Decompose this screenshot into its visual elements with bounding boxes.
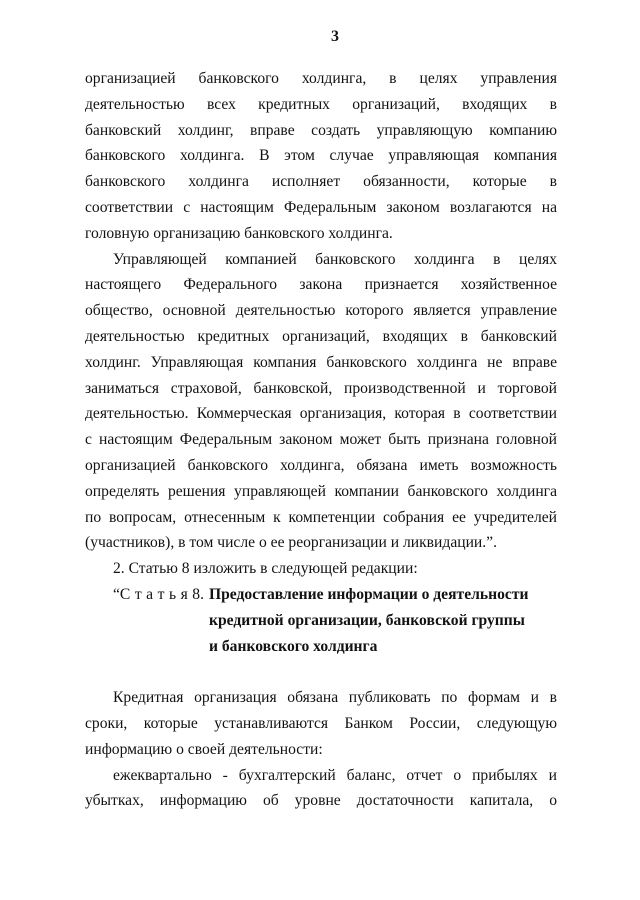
blank-line [85, 659, 557, 685]
article-label: “С т а т ь я 8. [113, 585, 204, 603]
paragraph-2-line-1: Управляющей компанией банковского холдинга в целях [113, 250, 557, 268]
article-heading-line-1 [85, 582, 557, 608]
paragraph-1-line-6: соответствии с настоящим Федеральным законом возлагаются на [85, 198, 557, 216]
article-paragraph-1 [85, 685, 557, 762]
article-heading [85, 582, 557, 659]
paragraph-2-line-4: деятельностью кредитных организаций, входящих в банковский [85, 327, 557, 345]
paragraph-2-line-6: заниматься страховой, банковской, производственной и торговой [85, 379, 557, 397]
article-paragraph-2 [85, 763, 557, 815]
paragraph-1-line-2: деятельностью всех кредитных организаций, входящих в [85, 95, 557, 113]
paragraph-2-line-9: организацией банковского холдинга, обязана иметь возможность [85, 456, 557, 474]
paragraph-2-line-5: холдинг. Управляющая компания банковского холдинга не вправе [85, 353, 557, 371]
paragraph-3 [85, 556, 557, 582]
paragraph-2-line-3: общество, основной деятельностью которого является управление [85, 302, 557, 320]
article-paragraph-2-line-1: ежеквартально - бухгалтерский баланс, отчет о прибылях и [113, 766, 557, 784]
paragraph-2-line-2: настоящего Федерального закона признается хозяйственное [85, 276, 557, 294]
paragraph-2-line-10: определять решения управляющей компании банковского холдинга [85, 482, 557, 500]
article-title-line-2: кредитной организации, банковской группы [209, 611, 525, 629]
paragraph-1-line-4: банковского холдинга. В этом случае управляющая компания [85, 147, 557, 165]
article-title-line-3: и банковского холдинга [209, 637, 378, 655]
article-title-line-1: Предоставление информации о деятельности [209, 585, 529, 603]
paragraph-2-line-7: деятельностью. Коммерческая организация, которая в соответствии [85, 405, 557, 423]
paragraph-3-line-1: 2. Статью 8 изложить в следующей редакции: [113, 560, 418, 578]
paragraph-1 [85, 66, 557, 247]
page-number: 3 [331, 28, 339, 45]
paragraph-1-line-1: организацией банковского холдинга, в целях управления [85, 70, 557, 87]
article-paragraph-1-line-3: информацию о своей деятельности: [85, 740, 323, 758]
paragraph-1-line-5: банковского холдинга исполняет обязанности, которые в [85, 173, 557, 191]
article-paragraph-2-line-2: убытках, информацию об уровне достаточности капитала, о [85, 792, 557, 810]
article-paragraph-1-line-2: сроки, которые устанавливаются Банком России, следующую [85, 714, 557, 732]
paragraph-2 [85, 247, 557, 557]
paragraph-2-line-8: с настоящим Федеральным законом может быть признана головной [85, 431, 557, 449]
article-paragraph-1-line-1: Кредитная организация обязана публиковать по формам и в [113, 689, 557, 707]
document-body [85, 66, 557, 814]
paragraph-1-line-7: головную организацию банковского холдинга. [85, 224, 393, 242]
paragraph-1-line-3: банковский холдинг, вправе создать управляющую компанию [85, 121, 557, 139]
paragraph-2-line-12: (участников), в том числе о ее реорганизации и ликвидации.”. [85, 534, 497, 552]
paragraph-2-line-11: по вопросам, отнесенным к компетенции собрания ее учредителей [85, 508, 557, 526]
